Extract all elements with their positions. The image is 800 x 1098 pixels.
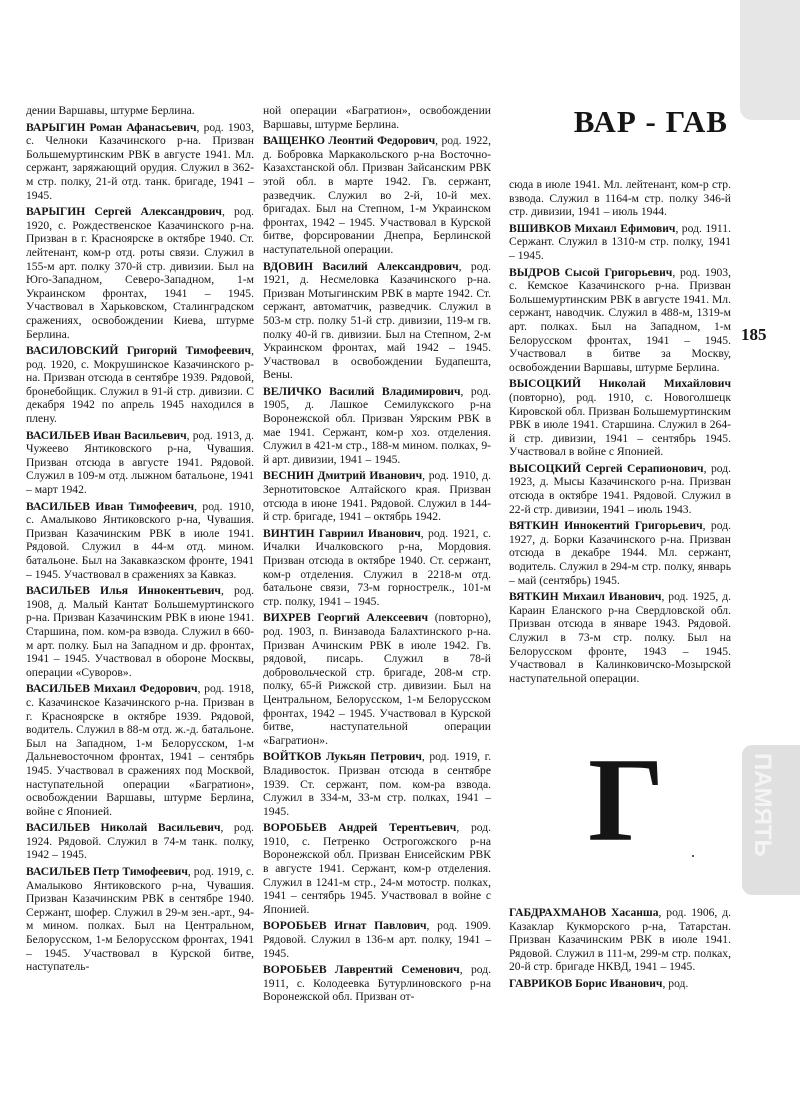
entry-name: ВОРОБЬЕВ Андрей Терентьевич	[263, 821, 457, 835]
entry	[509, 977, 731, 991]
entry-text: , род. 1906, д. Казаклар Кукморского р-на, Татарстан. Призван Казачинским РВК в июле 1941. Рядовой. Служил в 111-м, 299-м стр. полках, 20-й стр. бригаде НКВД, 1941 – 1945.	[509, 906, 731, 974]
entry	[509, 906, 731, 974]
entry-text: , род. 1910, д. Зернотитовское Алтайского края. Призван отсюда в июне 1941. Рядовой. Служил в 144-й стр. бригаде, 1941 – октябрь 1942.	[263, 469, 491, 524]
entry-text: , род. 1922, д. Бобровка Маркакольского р-на Восточно-Казахстанской обл. Призван Зайсанским РВК этой обл. в марте 1942. Гв. сержант, разведчик. Служил во 2-й, 10-й мех. бригадах. Был на Степном, 1-м Украинском фронтах, 1942 – 1945. Участвовал в Курской битве, форсировании Днепра, Берлинской наступательной операции.	[263, 134, 492, 256]
entry-name: ВДОВИН Василий Александрович	[263, 259, 459, 273]
entry-text: , род. 1910, с. Амалыково Янтиковского р-на, Чувашия. Призван Казачинским РВК в июле 1941. Рядовой. Служил в 44-м отд. мином. батальоне. Был на Закавказском фронте, 1941 – 1945. Участвовал в сражениях за Кавказ.	[26, 499, 254, 581]
entry-name: ВАРЫГИН Сергей Александрович	[26, 205, 222, 219]
entry-text: , род. 1919, с. Амалыково Янтиковского р-на, Чувашия. Призван Казачинским РВК в сентябре 1940. Сержант, шофер. Служил в 29-м зен.-арт., 94-м мином. полках. Был на Центральном, Белорусском, 1-м Белорусском фронтах, 1941 – 1945. Участвовал в Курской битве, наступатель-	[26, 865, 254, 974]
entry	[263, 919, 491, 960]
entry	[26, 104, 254, 118]
entry-name: ВАСИЛЬЕВ Петр Тимофеевич	[26, 865, 188, 879]
entry	[263, 963, 491, 1004]
entry	[26, 205, 254, 341]
entry-name: ВАСИЛЬЕВ Иван Васильевич	[26, 428, 187, 442]
entry	[263, 750, 491, 818]
entry-name: ВЯТКИН Михаил Иванович	[509, 590, 662, 604]
entry-name: ВАСИЛЬЕВ Николай Васильевич	[26, 821, 221, 835]
entry-name: ВИХРЕВ Георгий Алексеевич	[263, 611, 429, 625]
side-tab-decoration	[742, 745, 800, 895]
column-2	[263, 104, 491, 1007]
entry-text: сюда в июле 1941. Мл. лейтенант, ком-р стр. взвода. Служил в 1164-м стр. полку 346-й стр. дивизии, 1941 – июль 1944.	[509, 178, 731, 219]
entry-name: ВОЙТКОВ Лукьян Петрович	[263, 750, 422, 764]
entry	[26, 429, 254, 497]
entry	[509, 222, 731, 263]
entry-text: (повторно), род. 1903, п. Винзавода Балахтинского р-на. Призван Ачинским РВК в июле 1942. Гв. рядовой, писарь. Служил в 78-й добровольческой стр. бригаде, 208-м стр. полку, 65-й Рижской стр. дивизии. Был на Центральном, Белорусском, 1-м Белорусском фронтах, 1942 – 1945. Участвовал в Курской битве, наступательной операции «Багратион».	[263, 611, 492, 747]
entry	[263, 260, 491, 382]
entry-name: ВАЩЕНКО Леонтий Федорович	[263, 134, 436, 148]
entry-text: , род. 1909. Рядовой. Служил в 136-м арт. полку, 1941 – 1945.	[263, 919, 491, 960]
entry-name: ВАРЫГИН Роман Афанасьевич	[26, 120, 197, 134]
side-tab-text: ПАМЯТЬ	[749, 753, 776, 857]
entry	[509, 377, 731, 459]
entry	[263, 104, 491, 131]
entry-text: , род. 1911, с. Колодеевка Бутурлиновского р-на Воронежской обл. Призван от-	[263, 963, 491, 1004]
entry	[26, 344, 254, 426]
entry-name: ВШИВКОВ Михаил Ефимович	[509, 221, 676, 235]
column-3	[509, 178, 731, 688]
entry-text: , род. 1920, с. Мокрушинское Казачинского р-на. Призван отсюда в сентябре 1939. Рядовой, бронебойщик. Служил в 91-й стр. дивизии. С декабря 1942 по апрель 1945 находился в плену.	[26, 344, 254, 426]
entry-name: ВОРОБЬЕВ Лаврентий Семенович	[263, 963, 460, 977]
entry-name: ВЯТКИН Иннокентий Григорьевич	[509, 519, 703, 533]
entry-text: , род. 1925, д. Караин Еланского р-на Свердловской обл. Призван отсюда в январе 1943. Рядовой. Служил в 73-м стр. полку. Был на Белорусском фронте, 1943 – 1945. Участвовал в Калинковичско-Мозырской наступательной операции.	[509, 590, 731, 685]
letter-heading: Г	[588, 733, 665, 866]
entry	[263, 611, 491, 747]
corner-decoration	[740, 0, 800, 120]
column-4	[509, 906, 731, 994]
entry-text: , род. 1913, д. Чужеево Янтиковского р-на, Чувашия. Призван отсюда в августе 1941. Рядовой. Служил в 109-м отд. лыжном батальоне, 1941 – март 1942.	[26, 428, 254, 497]
entry	[26, 682, 254, 818]
entry-text: , род. 1910, с. Петренко Острогожского р-на Воронежской обл. Призван Енисейским РВК в августе 1941. Сержант, ком-р отделения. Служил в 1241-м стр., 24-м мотостр. полках, 1941 – сентябрь 1945. Участвовал в войне с Японией.	[263, 821, 491, 916]
entry	[263, 385, 491, 467]
entry-text: дении Варшавы, штурме Берлина.	[26, 104, 195, 117]
entry	[509, 519, 731, 587]
entry-name: ВЕСНИН Дмитрий Иванович	[263, 469, 423, 483]
entry	[263, 134, 491, 256]
entry-text: , род. 1903, с. Кемское Казачинского р-на. Призван Большемуртинским РВК в августе 1941. Мл. сержант, наводчик. Служил в 488-м, 1319-м арт. полках. Был на Западном, 1-м Белорусском фронтах, 1941 – 1945. Участвовал в битве за Москву, освобождении Варшавы, штурме Берлина.	[509, 265, 732, 374]
entry	[26, 865, 254, 974]
entry-text: , род. 1919, г. Владивосток. Призван отсюда в сентябре 1939. Ст. сержант, пом. ком-ра взвода. Служил в 334-м, 33-м стр. полках, 1941 – 1945.	[263, 750, 491, 818]
entry-name: ГАБДРАХМАНОВ Хасанша	[509, 906, 659, 919]
section-heading: ВАР - ГАВ	[573, 104, 728, 139]
entry-text: , род. 1918, с. Казачинское Казачинского р-на. Призван в г. Красноярске в октябре 1939. Рядовой, водитель. Служил в 88-м отд. ж.-д. батальоне. Был на Западном, 1-м Белорусском, 1-м Дальневосточном фронтах, 1941 – сентябрь 1945. Участвовал в сражениях под Москвой, наступательной операции «Багратион», освобождении Варшавы, штурме Берлина, войне с Японией.	[26, 682, 254, 818]
entry-name: ВАСИЛОВСКИЙ Григорий Тимофеевич	[26, 344, 252, 358]
entry-text: (повторно), род. 1910, с. Новоголшецк Кировской обл. Призван Большемуртинским РВК в июле 1941. Старшина. Служил в 264-й стр. дивизии, 1941 – сентябрь 1945. Участвовал в войне с Японией.	[509, 390, 731, 459]
entry-name: ВЫДРОВ Сысой Григорьевич	[509, 265, 673, 279]
entry-name: ВАСИЛЬЕВ Михаил Федорович	[26, 682, 198, 696]
entry-text: , род. 1921, с. Ичалки Ичалковского р-на, Мордовия. Призван отсюда в октябре 1940. Ст. сержант, ком-р отделения. Служил в 2218-м отд. батальоне связи, 73-м горнострелк., 101-м стр. полку, 1941 – 1945.	[263, 526, 492, 608]
column-1	[26, 104, 254, 977]
entry	[26, 121, 254, 203]
entry	[263, 821, 491, 916]
entry	[509, 266, 731, 375]
entry-text: , род. 1911. Сержант. Служил в 1310-м стр. полку, 1941 – 1945.	[509, 221, 731, 262]
entry	[263, 527, 491, 609]
entry	[509, 590, 731, 685]
entry-text: , род.	[662, 976, 689, 990]
entry-text: , род. 1923, д. Мысы Казачинского р-на. Призван отсюда в октябре 1941. Рядовой. Служил в 22-й стр. дивизии, 1941 – июль 1943.	[509, 461, 731, 516]
entry	[26, 821, 254, 862]
entry-text: , род. 1903, с. Челноки Казачинского р-на. Призван Большемуртинским РВК в августе 1941. Мл. сержант, заряжающий орудия. Служил в 362-м стр. полку, 21-й отд. танк. бригаде, 1941 – 1945.	[26, 120, 254, 202]
entry	[26, 584, 254, 679]
entry-text: , род. 1908, д. Малый Кантат Большемуртинского р-на. Призван Казачинским РВК в июне 1941. Старшина, пом. ком-ра взвода. Служил в 660-м арт. полку. Был на Западном и др. фронтах, 1941 – 1945. Участвовал в обороне Москвы, операции «Суворов».	[26, 584, 254, 679]
page-number: 185	[741, 325, 767, 344]
entry-text: , род. 1920, с. Рождественское Казачинского р-на. Призван в г. Красноярске в октябре 1940. Ст. лейтенант, ком-р отд. роты связи. Служил в 155-м арт. полку 370-й стр. дивизии. Был на Юго-Западном, Северо-Западном, 1-м Украинском фронтах, 1941 – 1945. Участвовал в Харьковском, Сталинградском сражениях, освобождении Киева, штурме Берлина.	[26, 205, 254, 341]
entry-name: ВАСИЛЬЕВ Иван Тимофеевич	[26, 499, 195, 513]
entry	[509, 462, 731, 516]
entry-text: ной операции «Багратион», освобождении Варшавы, штурме Берлина.	[263, 104, 491, 131]
entry	[263, 469, 491, 523]
entry-name: ВИНТИН Гавриил Иванович	[263, 526, 421, 540]
entry-name: ВЕЛИЧКО Василий Владимирович	[263, 384, 461, 398]
entry-name: ВАСИЛЬЕВ Илья Иннокентьевич	[26, 584, 221, 598]
entry	[509, 178, 731, 219]
entry-text: , род. 1927, д. Борки Казачинского р-на. Призван отсюда в декабре 1944. Мл. сержант, водитель. Служил в 294-м стр. полку, январь – май (сентябрь) 1945.	[509, 519, 731, 587]
entry-text: , род. 1921, д. Несмеловка Казачинского р-на. Призван Мотыгинским РВК в марте 1942. Ст. сержант, автоматчик, разведчик. Служил в 503-м стр. полку 51-й стр. дивизии, 119-м гв. полку 40-й гв. дивизии. Был на Степном, 2-м Украинском фронтах, май 1942 – 1945. Участвовал в освобождении Будапешта, Вены.	[263, 259, 491, 382]
dot-mark	[692, 855, 694, 857]
entry-name: ВЫСОЦКИЙ Николай Михайлович	[509, 377, 731, 391]
entry-name: ВОРОБЬЕВ Игнат Павлович	[263, 919, 427, 933]
entry-name: ГАВРИКОВ Борис Иванович	[509, 976, 663, 990]
entry-text: , род. 1905, д. Лашкое Семилукского р-на Воронежской обл. Призван Уярским РВК в мае 1941. Сержант, ком-р хоз. отделения. Служил в 421-м стр., 188-м мином. полках, 9-й арт. дивизии, 1941 – 1945.	[263, 384, 491, 466]
entry-text: , род. 1924. Рядовой. Служил в 74-м танк. полку, 1942 – 1945.	[26, 821, 254, 862]
entry	[26, 500, 254, 582]
entry-name: ВЫСОЦКИЙ Сергей Серапионович	[509, 461, 704, 475]
